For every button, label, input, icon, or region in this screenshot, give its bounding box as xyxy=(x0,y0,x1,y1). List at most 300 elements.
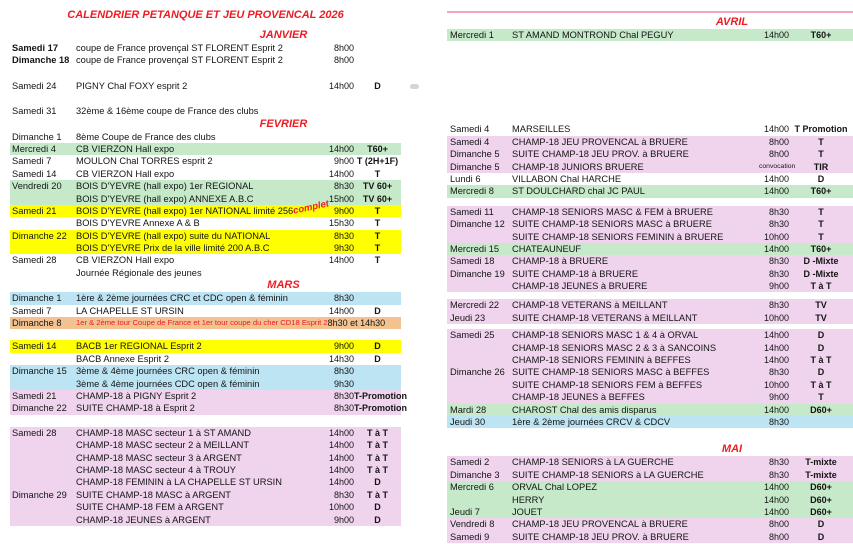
category-cell: T60+ xyxy=(810,186,832,197)
time-cell: 9h00 xyxy=(333,341,354,352)
document-title: CALENDRIER PETANQUE ET JEU PROVENCAL 2026 xyxy=(67,9,344,21)
date-cell: Dimanche 5 xyxy=(450,161,500,172)
event-cell: CHAMP-18 MASC secteur 4 à TROUY xyxy=(76,464,236,475)
event-row xyxy=(10,168,401,180)
time-cell: 8h30 xyxy=(768,219,789,230)
event-cell: SUITE CHAMP-18 SENIORS MASC à BEFFES xyxy=(512,367,710,378)
event-cell: 8ème Coupe de France des clubs xyxy=(76,131,216,142)
time-cell: 9h00 xyxy=(768,392,789,403)
event-cell: CHAMP-18 SENIORS MASC 1 & 4 à ORVAL xyxy=(512,330,699,341)
event-row xyxy=(447,416,853,428)
month-header-mars: MARS xyxy=(267,279,300,292)
time-cell: 14h00 xyxy=(763,243,789,254)
event-row xyxy=(447,518,853,530)
time-cell: 8h30 et 14h30 xyxy=(327,318,386,329)
event-cell: BOIS D'YEVRE (hall expo) ANNEXE A.B.C xyxy=(76,193,254,204)
category-cell: D xyxy=(817,330,825,341)
category-cell: T Promotion xyxy=(794,124,848,135)
category-cell: D -Mixte xyxy=(803,268,839,279)
spacer xyxy=(447,292,853,299)
event-cell: CHAMP-18 MASC secteur 1 à ST AMAND xyxy=(76,427,251,438)
date-cell: Samedi 9 xyxy=(450,531,490,542)
event-cell: 3ème & 4ème journées CDC open & féminin xyxy=(76,378,260,389)
event-cell: BOIS D'YEVRE Annexe A & B xyxy=(76,218,200,229)
spacer xyxy=(447,0,853,11)
event-cell: 1er & 2ème tour Coupe de France et 1er tour coupe du cher CD18 Esprit 2 xyxy=(76,318,328,328)
event-cell: BOIS D'YEVRE (hall expo) 1er REGIONAL xyxy=(76,181,254,192)
spacer xyxy=(10,329,401,340)
event-row xyxy=(447,185,853,197)
date-cell: Samedi 11 xyxy=(450,206,494,217)
date-cell: Dimanche 5 xyxy=(450,149,500,160)
time-cell: 14h00 xyxy=(328,80,354,91)
category-cell: D -Mixte xyxy=(803,256,839,267)
event-row xyxy=(10,143,401,155)
event-cell: CHAMP-18 SENIORS MASC & FEM à BRUERE xyxy=(512,206,713,217)
category-cell: T xyxy=(374,230,381,241)
event-cell: CB VIERZON Hall expo xyxy=(76,143,175,154)
category-cell: T xyxy=(818,392,824,403)
date-cell: Samedi 4 xyxy=(450,136,490,147)
event-row xyxy=(447,218,853,230)
time-cell: 8h30 xyxy=(333,366,354,377)
category-cell: T à T xyxy=(366,489,388,500)
date-cell: Dimanche 19 xyxy=(450,268,505,279)
event-cell: SUITE CHAMP-18 SENIORS à LA GUERCHE xyxy=(512,469,704,480)
category-cell: T à T xyxy=(810,281,832,292)
event-cell: SUITE CHAMP-18 à BRUERE xyxy=(512,268,639,279)
event-row xyxy=(447,312,853,324)
event-row xyxy=(447,329,853,341)
event-row xyxy=(447,231,853,243)
event-row xyxy=(10,514,401,526)
event-cell: CHAMP-18 SENIORS à LA GUERCHE xyxy=(512,457,674,468)
time-cell: 8h30 xyxy=(768,416,789,427)
category-cell: D xyxy=(374,353,381,364)
category-cell: T xyxy=(374,255,381,266)
category-cell: D xyxy=(374,80,381,91)
category-cell: D xyxy=(817,173,825,184)
category-cell: T xyxy=(374,243,381,254)
event-row xyxy=(447,161,853,173)
time-cell: 8h30 xyxy=(768,457,789,468)
event-row xyxy=(10,390,407,402)
event-cell: BACB Annexe Esprit 2 xyxy=(76,353,170,364)
left-page-column xyxy=(10,0,407,526)
event-row xyxy=(10,476,401,488)
category-cell: D xyxy=(817,519,825,530)
category-cell: T-mixte xyxy=(805,469,837,480)
date-cell: Samedi 28 xyxy=(12,255,57,266)
category-cell: T xyxy=(818,206,824,217)
event-row xyxy=(10,155,401,167)
left-calendar-table xyxy=(10,22,407,526)
date-cell: Samedi 2 xyxy=(450,457,490,468)
event-row xyxy=(10,292,401,304)
event-cell: SUITE CHAMP-18 JEU PROV. à BRUERE xyxy=(512,149,689,160)
event-row xyxy=(10,464,401,476)
date-cell: Mardi 28 xyxy=(450,404,487,415)
time-cell: 8h30 xyxy=(768,268,789,279)
complet-note: complet xyxy=(292,198,331,217)
spacer xyxy=(447,198,853,206)
category-cell: D60+ xyxy=(810,482,832,493)
event-row xyxy=(447,29,853,41)
event-row xyxy=(447,366,853,378)
date-cell: Mercredi 22 xyxy=(450,300,500,311)
event-cell: CHAMP-18 JUNIORS BRUERE xyxy=(512,161,644,172)
category-cell: T à T xyxy=(366,464,388,475)
event-cell: 3ème & 4ème journées CRC open & féminin xyxy=(76,366,260,377)
event-row xyxy=(447,255,853,267)
event-row xyxy=(447,299,853,311)
event-row xyxy=(447,148,853,160)
event-row xyxy=(10,42,401,54)
event-cell: SUITE CHAMP-18 VETERANS à MEILLANT xyxy=(512,312,698,323)
spacer xyxy=(447,428,853,443)
event-cell: CHAMP-18 SENIORS FEMININ à BEFFES xyxy=(512,355,691,366)
category-cell: T xyxy=(818,231,824,242)
event-row xyxy=(447,456,853,468)
event-cell: SUITE CHAMP-18 à Esprit 2 xyxy=(76,403,195,414)
month-header-mai: MAI xyxy=(721,443,743,456)
event-row xyxy=(10,242,401,254)
time-cell: 9h00 xyxy=(333,205,354,216)
event-row xyxy=(10,439,401,451)
event-row xyxy=(447,469,853,481)
event-row xyxy=(447,206,853,218)
event-cell: CHAMP-18 JEUNES à ARGENT xyxy=(76,514,211,525)
event-row xyxy=(447,123,853,135)
date-cell: Dimanche 18 xyxy=(12,55,70,66)
event-cell: VILLABON Chal HARCHE xyxy=(512,173,622,184)
time-cell: 15h00 xyxy=(328,193,354,204)
event-row xyxy=(10,317,401,329)
spacer xyxy=(10,415,401,427)
category-cell: TIR xyxy=(813,161,829,172)
date-cell: Samedi 24 xyxy=(12,80,57,91)
event-cell: SUITE CHAMP-18 SENIORS FEM à BEFFES xyxy=(512,379,703,390)
event-row xyxy=(10,452,401,464)
event-cell: SUITE CHAMP-18 SENIORS FEMININ à BRUERE xyxy=(512,231,724,242)
event-row xyxy=(447,379,853,391)
date-cell: Dimanche 1 xyxy=(12,293,62,304)
event-row xyxy=(10,378,401,390)
time-cell: 8h30 xyxy=(333,293,354,304)
spacer xyxy=(10,67,401,80)
event-row xyxy=(10,489,401,501)
time-cell: 14h00 xyxy=(328,440,354,451)
time-cell: 8h00 xyxy=(768,149,789,160)
category-cell: D xyxy=(817,367,825,378)
category-cell: T-mixte xyxy=(805,457,837,468)
date-cell: Dimanche 1 xyxy=(12,131,62,142)
date-cell: Samedi 14 xyxy=(12,168,57,179)
time-cell: 14h00 xyxy=(328,477,354,488)
time-cell: 8h30 xyxy=(768,206,789,217)
event-row xyxy=(10,54,401,66)
event-cell: BACB 1er REGIONAL Esprit 2 xyxy=(76,341,202,352)
event-cell: CHATEAUNEUF xyxy=(512,243,582,254)
event-cell: BOIS D'YEVRE Prix de la ville limité 200 A.B.C xyxy=(76,243,270,254)
event-cell: CHAMP-18 SENIORS MASC 2 & 3 à SANCOINS xyxy=(512,342,717,353)
category-cell: T xyxy=(818,219,824,230)
category-cell: D60+ xyxy=(810,404,832,415)
date-cell: Samedi 7 xyxy=(12,305,52,316)
time-cell: 14h00 xyxy=(328,305,354,316)
event-cell: MARSEILLES xyxy=(512,124,571,135)
time-cell: 10h00 xyxy=(763,231,789,242)
event-row xyxy=(10,402,407,414)
event-row xyxy=(447,136,853,148)
event-cell: 1ère & 2ème journées CRCV & CDCV xyxy=(512,416,671,427)
event-row xyxy=(447,481,853,493)
category-cell: D60+ xyxy=(810,494,832,505)
event-row xyxy=(10,427,401,439)
event-row xyxy=(447,506,853,518)
time-cell: 14h00 xyxy=(763,186,789,197)
event-cell: SUITE CHAMP-18 MASC à ARGENT xyxy=(76,489,231,500)
time-cell: 9h00 xyxy=(333,156,354,167)
category-cell: T-Promotion xyxy=(354,390,407,401)
date-cell: Samedi 7 xyxy=(12,156,52,167)
month-header-avril: AVRIL xyxy=(715,16,749,28)
category-cell: T60+ xyxy=(810,30,832,40)
time-cell: 14h00 xyxy=(328,255,354,266)
time-cell: 8h30 xyxy=(333,403,354,414)
date-cell: Dimanche 26 xyxy=(450,367,505,378)
event-cell: SUITE CHAMP-18 JEU PROV. à BRUERE xyxy=(512,531,689,542)
time-cell: 14h00 xyxy=(328,143,354,154)
time-cell: 9h00 xyxy=(333,514,354,525)
event-cell: Journée Régionale des jeunes xyxy=(76,267,202,278)
event-cell: coupe de France provençal ST FLORENT Esprit 2 xyxy=(76,43,283,53)
event-row xyxy=(10,131,401,143)
event-cell: 1ère & 2ème journées CRC et CDC open & féminin xyxy=(76,293,288,304)
spacer xyxy=(10,92,401,105)
date-cell: Samedi 25 xyxy=(450,330,495,341)
right-page-column xyxy=(447,0,853,543)
event-row xyxy=(10,217,401,229)
time-cell: 8h30 xyxy=(333,489,354,500)
event-cell: CHAMP-18 MASC secteur 3 à ARGENT xyxy=(76,452,242,463)
event-row xyxy=(10,180,401,192)
event-cell: ST AMAND MONTROND Chal PEGUY xyxy=(512,30,674,40)
time-cell: 8h00 xyxy=(333,55,354,66)
date-cell: Mercredi 8 xyxy=(450,186,494,197)
event-cell: JOUET xyxy=(512,506,543,517)
date-cell: Samedi 14 xyxy=(12,341,57,352)
spacer xyxy=(10,22,401,29)
event-row xyxy=(447,494,853,506)
time-cell: 14h00 xyxy=(763,173,789,184)
category-cell: T xyxy=(374,218,381,229)
date-cell: Samedi 4 xyxy=(450,124,490,135)
category-cell: T60+ xyxy=(810,243,832,254)
date-cell: Dimanche 22 xyxy=(12,230,67,241)
event-row xyxy=(10,365,401,377)
date-cell: Mercredi 15 xyxy=(450,243,500,254)
event-row xyxy=(10,80,401,92)
category-cell: T xyxy=(374,168,381,179)
category-cell: T à T xyxy=(366,427,388,438)
time-cell: 14h00 xyxy=(763,494,789,505)
date-cell: Jeudi 23 xyxy=(450,312,486,323)
time-cell: 14h00 xyxy=(763,355,789,366)
time-cell: 14h00 xyxy=(763,124,789,135)
time-cell: 14h00 xyxy=(763,482,789,493)
time-cell: 14h00 xyxy=(763,506,789,517)
date-cell: Dimanche 12 xyxy=(450,219,505,230)
event-row xyxy=(447,531,853,543)
category-cell: D xyxy=(374,514,381,525)
time-cell: 10h00 xyxy=(763,312,789,323)
event-cell: SUITE CHAMP-18 SENIORS MASC à BRUERE xyxy=(512,219,712,230)
event-row xyxy=(447,268,853,280)
date-cell: Lundi 6 xyxy=(450,173,481,184)
event-cell: CHAMP-18 à BRUERE xyxy=(512,256,609,267)
date-cell: Dimanche 15 xyxy=(12,366,67,377)
time-cell: 9h00 xyxy=(768,281,789,292)
date-cell: Jeudi 30 xyxy=(450,416,486,427)
time-cell: 10h00 xyxy=(763,379,789,390)
category-cell: T (2H+1F) xyxy=(356,156,399,167)
category-cell: T xyxy=(818,136,824,147)
category-cell: D xyxy=(374,477,381,488)
time-cell: 8h30 xyxy=(768,469,789,480)
event-row xyxy=(447,243,853,255)
event-cell: 32ème & 16ème coupe de France des clubs xyxy=(76,106,259,117)
month-header-janvier: JANVIER xyxy=(259,29,308,41)
event-cell: CHAMP-18 FEMININ à LA CHAPELLE ST URSIN xyxy=(76,477,282,488)
event-row xyxy=(447,280,853,292)
date-cell: Dimanche 8 xyxy=(12,318,62,329)
date-cell: Vendredi 20 xyxy=(12,181,62,192)
date-cell: Vendredi 8 xyxy=(450,519,495,530)
time-cell: 15h30 xyxy=(328,218,354,229)
date-cell: Samedi 28 xyxy=(12,427,57,438)
time-cell: 9h30 xyxy=(333,243,354,254)
time-cell: 14h00 xyxy=(328,464,354,475)
event-cell: SUITE CHAMP-18 FEM à ARGENT xyxy=(76,502,224,513)
date-cell: Jeudi 7 xyxy=(450,506,480,517)
gray-dash-artifact xyxy=(410,84,419,89)
event-row xyxy=(447,173,853,185)
event-cell: BOIS D'YEVRE (hall expo) suite du NATIONAL xyxy=(76,230,271,241)
time-cell: 8h00 xyxy=(333,43,354,53)
spacer xyxy=(447,41,853,123)
category-cell: T60+ xyxy=(367,143,388,154)
time-cell: 8h30 xyxy=(768,256,789,267)
event-cell: CHAROST Chal des amis disparus xyxy=(512,404,657,415)
time-cell: 14h00 xyxy=(763,404,789,415)
event-row xyxy=(10,353,401,365)
event-cell: CHAMP-18 à PIGNY Esprit 2 xyxy=(76,390,197,401)
event-cell: CB VIERZON Hall expo xyxy=(76,255,175,266)
event-cell: ORVAL Chal LOPEZ xyxy=(512,482,598,493)
time-cell: 8h00 xyxy=(768,531,789,542)
category-cell: T xyxy=(374,205,381,216)
date-cell: Mercredi 1 xyxy=(450,30,494,40)
event-cell: CHAMP-18 MASC secteur 2 à MEILLANT xyxy=(76,440,250,451)
time-cell: 8h30 xyxy=(768,300,789,311)
category-cell: TV 60+ xyxy=(362,193,393,204)
date-cell: Mercredi 4 xyxy=(12,143,56,154)
category-cell: TV xyxy=(815,312,827,323)
time-cell: 8h30 xyxy=(333,390,354,401)
date-cell: Samedi 21 xyxy=(12,205,57,216)
time-cell: 14h00 xyxy=(328,452,354,463)
event-cell: CHAMP-18 VETERANS à MEILLANT xyxy=(512,300,668,311)
event-row xyxy=(447,404,853,416)
month-header-fevrier: FEVRIER xyxy=(259,117,308,130)
event-cell: BOIS D'YEVRE (hall expo) 1er NATIONAL limité 256 xyxy=(76,205,294,216)
time-cell: 14h00 xyxy=(763,30,789,40)
event-row xyxy=(10,105,401,117)
date-cell: Samedi 31 xyxy=(12,106,57,117)
category-cell: T à T xyxy=(366,440,388,451)
category-cell: T xyxy=(818,149,824,160)
category-cell: D xyxy=(374,502,381,513)
category-cell: T à T xyxy=(366,452,388,463)
event-cell: HERRY xyxy=(512,494,545,505)
time-cell: 8h30 xyxy=(333,230,354,241)
date-cell: Samedi 21 xyxy=(12,390,57,401)
event-cell: ST DOULCHARD chal JC PAUL xyxy=(512,186,645,197)
time-cell: convocation xyxy=(759,162,796,170)
event-row xyxy=(10,501,401,513)
event-cell: MOULON Chal TORRES esprit 2 xyxy=(76,156,213,167)
date-cell: Dimanche 3 xyxy=(450,469,500,480)
category-cell: T à T xyxy=(810,379,832,390)
event-row xyxy=(10,340,401,352)
category-cell: TV 60+ xyxy=(362,181,393,192)
event-row xyxy=(447,342,853,354)
time-cell: 8h00 xyxy=(768,519,789,530)
time-cell: 14h00 xyxy=(763,342,789,353)
event-row xyxy=(10,230,401,242)
right-calendar-table xyxy=(447,0,853,543)
date-cell: Dimanche 29 xyxy=(12,489,67,500)
date-cell: Dimanche 22 xyxy=(12,403,67,414)
event-row xyxy=(10,305,401,317)
time-cell: 8h30 xyxy=(768,367,789,378)
event-cell: CHAMP-18 JEUNES à BRUERE xyxy=(512,281,648,292)
event-row xyxy=(10,193,401,205)
event-cell: LA CHAPELLE ST URSIN xyxy=(76,305,184,316)
time-cell: 10h00 xyxy=(328,502,354,513)
category-cell: TV xyxy=(815,300,827,311)
event-cell: CB VIERZON Hall expo xyxy=(76,168,175,179)
time-cell: 14h30 xyxy=(328,353,354,364)
time-cell: 14h00 xyxy=(328,427,354,438)
category-cell: T-Promotion xyxy=(354,403,407,414)
event-row xyxy=(10,254,401,266)
event-row xyxy=(447,354,853,366)
event-row xyxy=(447,391,853,403)
date-cell: Samedi 17 xyxy=(12,43,58,53)
date-cell: Samedi 18 xyxy=(450,256,495,267)
category-cell: D xyxy=(374,305,381,316)
event-cell: CHAMP-18 JEUNES à BEFFES xyxy=(512,392,645,403)
category-cell: D60+ xyxy=(810,506,832,517)
time-cell: 8h30 xyxy=(333,181,354,192)
category-cell: D xyxy=(817,531,825,542)
category-cell: D xyxy=(374,341,381,352)
event-cell: CHAMP-18 JEU PROVENCAL à BRUERE xyxy=(512,136,688,147)
time-cell: 9h30 xyxy=(333,378,354,389)
event-cell: CHAMP-18 JEU PROVENCAL à BRUERE xyxy=(512,519,688,530)
